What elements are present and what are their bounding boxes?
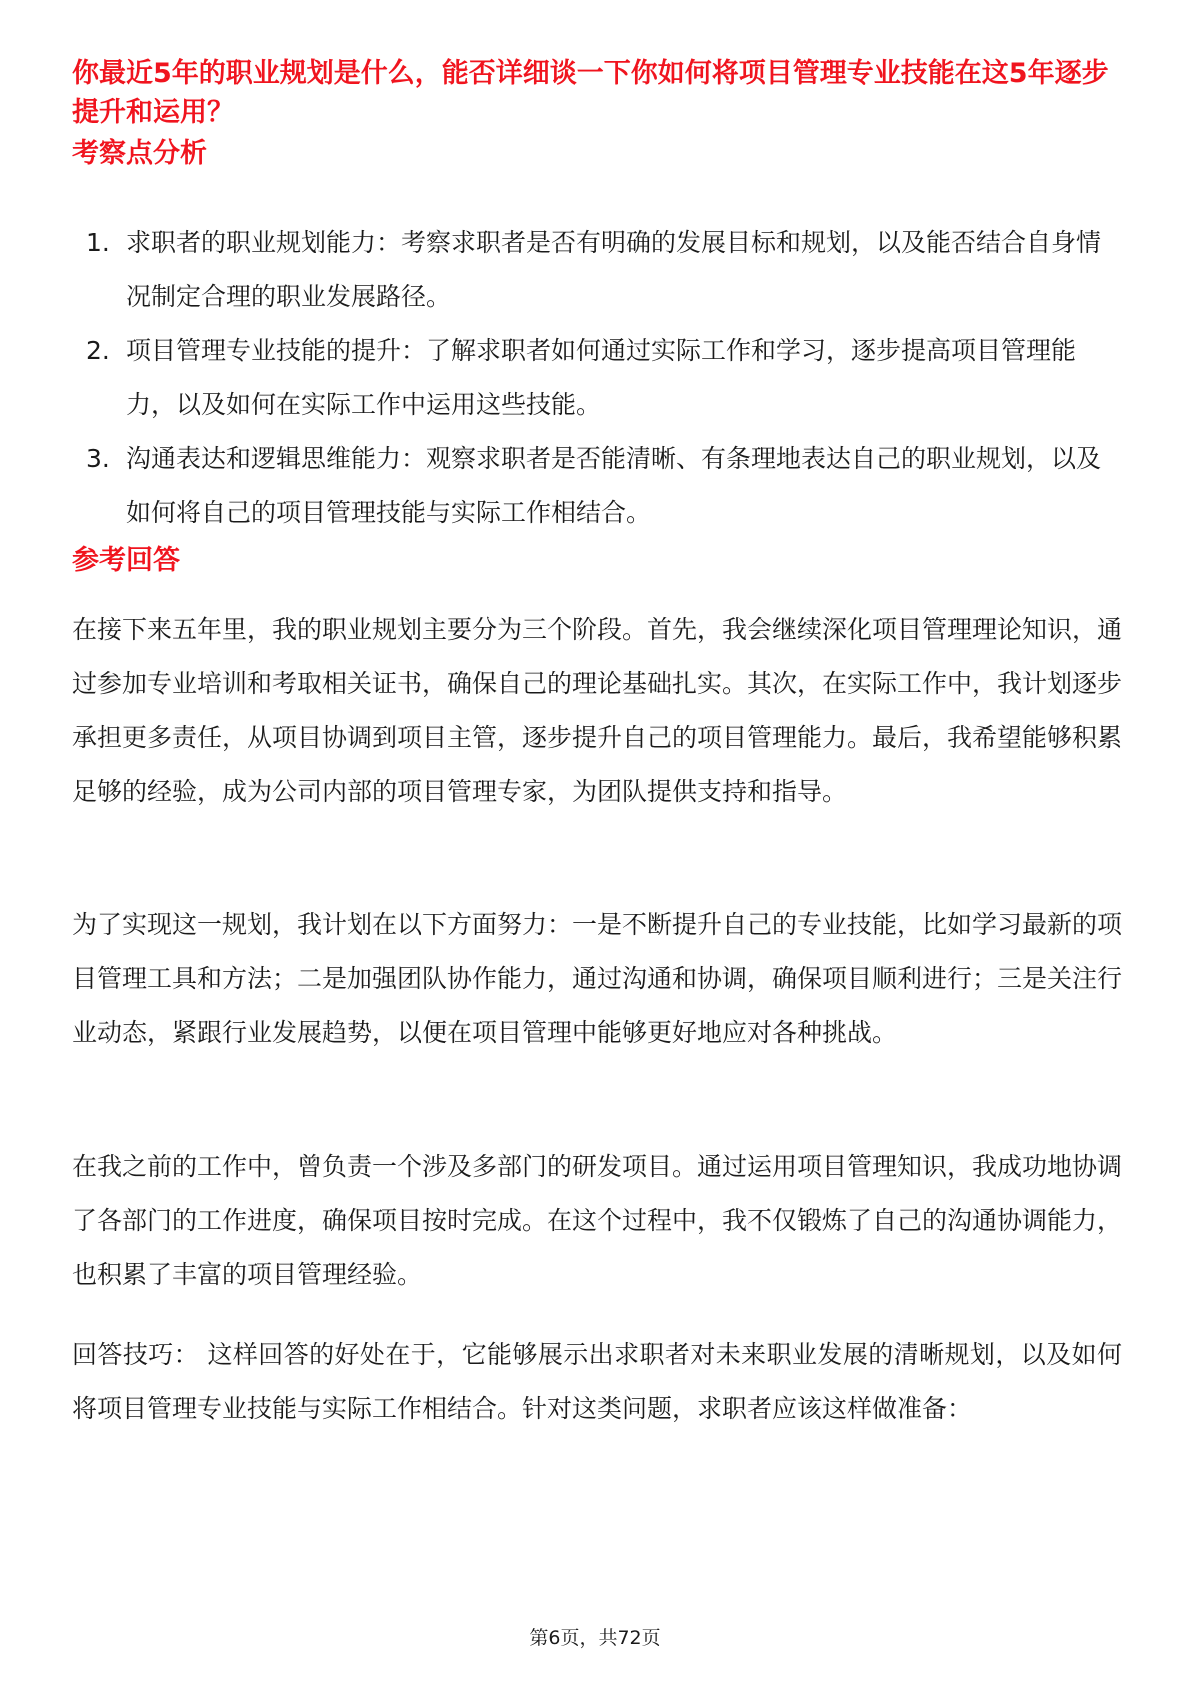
page-number: 第6页，共72页 (529, 1627, 661, 1649)
answer-paragraph: 在接下来五年里，我的职业规划主要分为三个阶段。首先，我会继续深化项目管理理论知识，通过参加专业培训和考取相关证书，确保自己的理论基础扎实。其次，在实际工作中，我计划逐步承担更多责任，从项目协调到项目主管，逐步提升自己的项目管理能力。最后，我希望能够积累足够的经验，成为公司内部的项目管理专家，为团队提供支持和指导。 (72, 615, 1123, 806)
answer-paragraph: 在我之前的工作中，曾负责一个涉及多部门的研发项目。通过运用项目管理知识，我成功地协调了各部门的工作进度，确保项目按时完成。在这个过程中，我不仅锻炼了自己的沟通协调能力，也积累了丰富的项目管理经验。 (72, 1152, 1123, 1289)
list-item-number: 1. (86, 228, 110, 257)
list-item-number: 2. (86, 336, 110, 365)
analysis-title: 考察点分析 (72, 138, 207, 169)
answer-paragraph: 为了实现这一规划，我计划在以下方面努力：一是不断提升自己的专业技能，比如学习最新的项目管理工具和方法；二是加强团队协作能力，通过沟通和协调，确保项目顺利进行；三是关注行业动态，紧跟行业发展趋势，以便在项目管理中能够更好地应对各种挑战。 (72, 910, 1123, 1047)
list-item-text: 求职者的职业规划能力：考察求职者是否有明确的发展目标和规划，以及能否结合自身情况制定合理的职业发展路径。 (126, 228, 1102, 311)
analysis-list (72, 216, 1122, 540)
list-item-number: 3. (86, 444, 110, 473)
list-item (72, 324, 1122, 432)
list-item-text: 沟通表达和逻辑思维能力：观察求职者是否能清晰、有条理地表达自己的职业规划，以及如何将自己的项目管理技能与实际工作相结合。 (126, 444, 1102, 527)
answer-tips-paragraph: 回答技巧： 这样回答的好处在于，它能够展示出求职者对未来职业发展的清晰规划，以及如何将项目管理专业技能与实际工作相结合。针对这类问题，求职者应该这样做准备： (72, 1340, 1122, 1423)
question-heading: 你最近5年的职业规划是什么，能否详细谈一下你如何将项目管理专业技能在这5年逐步提升和运用？ (72, 58, 1109, 128)
list-item-text: 项目管理专业技能的提升：了解求职者如何通过实际工作和学习，逐步提高项目管理能力，以及如何在实际工作中运用这些技能。 (126, 336, 1077, 419)
list-item (72, 216, 1122, 324)
list-item (72, 432, 1122, 540)
answer-title: 参考回答 (72, 545, 180, 576)
